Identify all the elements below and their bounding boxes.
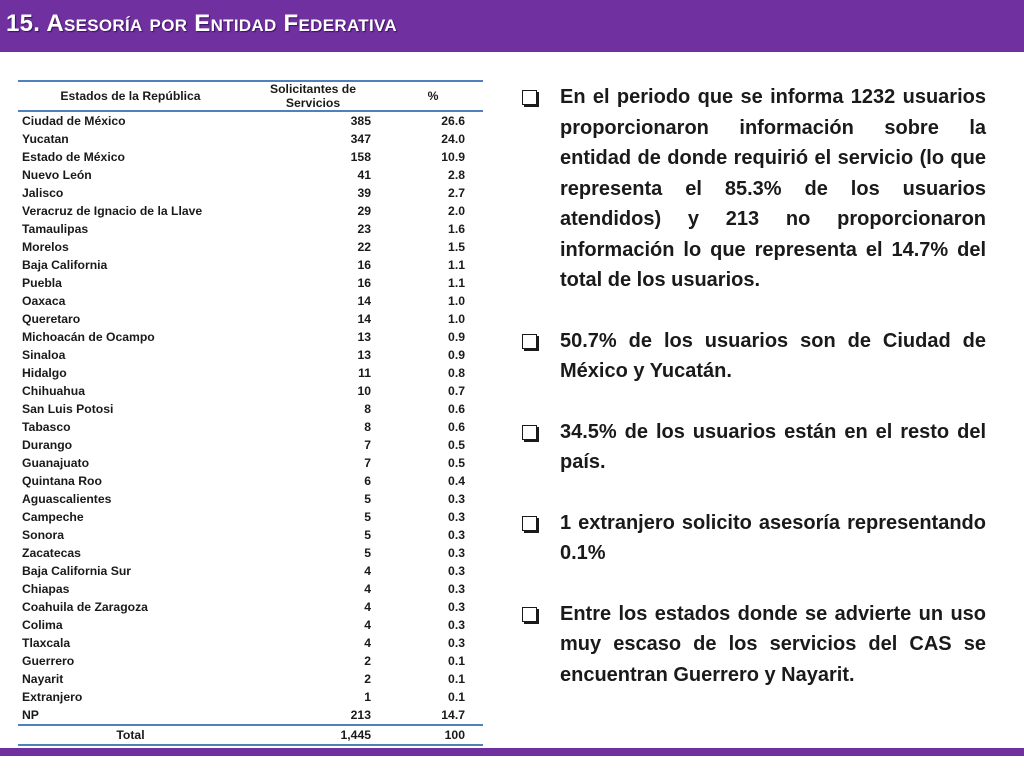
percent-cell: 0.4: [448, 474, 465, 488]
summary-bullet: [520, 599, 986, 691]
state-cell: Tlaxcala: [22, 636, 71, 650]
table-row: [18, 472, 483, 490]
applicants-cell: 16: [357, 276, 371, 290]
applicants-cell: 8: [364, 402, 371, 416]
summary-bullet: [520, 417, 986, 478]
table-row: [18, 238, 483, 256]
table-row: [18, 508, 483, 526]
checkbox-bullet-icon: [522, 334, 537, 349]
state-cell: Chiapas: [22, 582, 70, 596]
summary-bullet: [520, 82, 986, 296]
percent-cell: 0.1: [448, 654, 465, 668]
applicants-cell: 5: [364, 528, 371, 542]
summary-bullet: [520, 508, 986, 569]
percent-cell: 10.9: [441, 150, 465, 164]
state-cell: Zacatecas: [22, 546, 81, 560]
summary-bullet-list: [520, 82, 986, 690]
state-cell: Campeche: [22, 510, 84, 524]
percent-cell: 1.5: [448, 240, 465, 254]
checkbox-bullet-icon: [522, 516, 537, 531]
table-row: [18, 616, 483, 634]
state-cell: San Luis Potosi: [22, 402, 114, 416]
table-row: [18, 490, 483, 508]
percent-cell: 2.7: [448, 186, 465, 200]
state-cell: Queretaro: [22, 312, 81, 326]
bullet-text: 1 extranjero solicito asesoría representando 0.1%: [560, 511, 986, 564]
state-cell: Jalisco: [22, 186, 64, 200]
state-cell: Nuevo León: [22, 168, 92, 182]
bottom-bar: [0, 748, 1024, 756]
table-row: [18, 130, 483, 148]
table-row: [18, 598, 483, 616]
percent-cell: 2.8: [448, 168, 465, 182]
percent-cell: 0.1: [448, 690, 465, 704]
table-row: [18, 436, 483, 454]
table-row: [18, 274, 483, 292]
state-cell: Veracruz de Ignacio de la Llave: [22, 204, 203, 218]
applicants-cell: 7: [364, 438, 371, 452]
applicants-cell: 5: [364, 492, 371, 506]
percent-cell: 0.3: [448, 528, 465, 542]
state-cell: Morelos: [22, 240, 69, 254]
percent-cell: 1.6: [448, 222, 465, 236]
percent-cell: 0.3: [448, 618, 465, 632]
bullet-text: Entre los estados donde se advierte un uso muy escaso de los servicios del CAS se encuentran Guerrero y Nayarit.: [560, 602, 986, 686]
applicants-cell: 4: [364, 636, 371, 650]
header-states: Estados de la República: [18, 81, 243, 111]
applicants-cell: 347: [350, 132, 371, 146]
table-body: [18, 111, 483, 725]
table-row: [18, 400, 483, 418]
state-cell: Durango: [22, 438, 73, 452]
table-row: [18, 184, 483, 202]
applicants-cell: 4: [364, 564, 371, 578]
percent-cell: 1.0: [448, 312, 465, 326]
percent-cell: 0.3: [448, 492, 465, 506]
state-cell: Guanajuato: [22, 456, 90, 470]
table-row: [18, 454, 483, 472]
table-row: [18, 310, 483, 328]
percent-cell: 0.3: [448, 510, 465, 524]
percent-cell: 0.9: [448, 330, 465, 344]
total-percent: 100: [383, 725, 483, 745]
applicants-cell: 41: [357, 168, 371, 182]
state-cell: Oaxaca: [22, 294, 66, 308]
title-bar: [0, 0, 1024, 52]
table-row: [18, 328, 483, 346]
percent-cell: 0.3: [448, 564, 465, 578]
table-row: [18, 526, 483, 544]
state-cell: Nayarit: [22, 672, 64, 686]
applicants-cell: 2: [364, 672, 371, 686]
percent-cell: 26.6: [441, 114, 465, 128]
table-row: [18, 111, 483, 130]
state-cell: Guerrero: [22, 654, 75, 668]
percent-cell: 0.6: [448, 420, 465, 434]
summary-bullet: [520, 326, 986, 387]
state-cell: Chihuahua: [22, 384, 85, 398]
percent-cell: 0.6: [448, 402, 465, 416]
percent-cell: 0.5: [448, 456, 465, 470]
table-row: [18, 706, 483, 725]
checkbox-bullet-icon: [522, 425, 537, 440]
percent-cell: 1.1: [448, 258, 465, 272]
applicants-cell: 23: [357, 222, 371, 236]
table-row: [18, 166, 483, 184]
applicants-cell: 5: [364, 546, 371, 560]
table-row: [18, 346, 483, 364]
state-cell: Extranjero: [22, 690, 83, 704]
applicants-cell: 4: [364, 600, 371, 614]
state-cell: Puebla: [22, 276, 62, 290]
state-cell: Aguascalientes: [22, 492, 112, 506]
percent-cell: 0.1: [448, 672, 465, 686]
table-row: [18, 634, 483, 652]
table-row: [18, 418, 483, 436]
states-table-container: [18, 80, 483, 746]
percent-cell: 0.3: [448, 636, 465, 650]
applicants-cell: 16: [357, 258, 371, 272]
table-row: [18, 382, 483, 400]
percent-cell: 24.0: [441, 132, 465, 146]
applicants-cell: 5: [364, 510, 371, 524]
applicants-cell: 11: [358, 366, 371, 380]
applicants-cell: 39: [357, 186, 371, 200]
table-total-row: [18, 725, 483, 745]
percent-cell: 0.9: [448, 348, 465, 362]
table-row: [18, 580, 483, 598]
table-row: [18, 670, 483, 688]
percent-cell: 1.0: [448, 294, 465, 308]
state-cell: Yucatan: [22, 132, 69, 146]
state-cell: Tamaulipas: [22, 222, 89, 236]
bullet-text: 50.7% de los usuarios son de Ciudad de México y Yucatán.: [560, 329, 986, 382]
state-cell: Quintana Roo: [22, 474, 102, 488]
state-cell: Ciudad de México: [22, 114, 126, 128]
total-label: Total: [18, 725, 243, 745]
state-cell: Michoacán de Ocampo: [22, 330, 155, 344]
applicants-cell: 2: [364, 654, 371, 668]
bullet-text: 34.5% de los usuarios están en el resto del país.: [560, 420, 986, 473]
percent-cell: 0.3: [448, 546, 465, 560]
percent-cell: 0.5: [448, 438, 465, 452]
state-cell: Sinaloa: [22, 348, 66, 362]
state-cell: Tabasco: [22, 420, 71, 434]
applicants-cell: 13: [357, 330, 371, 344]
state-cell: Estado de México: [22, 150, 125, 164]
state-cell: Baja California: [22, 258, 108, 272]
applicants-cell: 1: [364, 690, 371, 704]
table-row: [18, 544, 483, 562]
percent-cell: 1.1: [448, 276, 465, 290]
table-row: [18, 220, 483, 238]
applicants-cell: 14: [357, 294, 371, 308]
header-percent: %: [383, 81, 483, 111]
applicants-cell: 6: [364, 474, 371, 488]
table-row: [18, 292, 483, 310]
page-title: 15. Asesoría por Entidad Federativa: [6, 10, 397, 37]
applicants-cell: 213: [350, 708, 371, 722]
states-table: [18, 80, 483, 746]
applicants-cell: 385: [350, 114, 371, 128]
applicants-cell: 10: [357, 384, 371, 398]
state-cell: Hidalgo: [22, 366, 67, 380]
applicants-cell: 8: [364, 420, 371, 434]
applicants-cell: 13: [357, 348, 371, 362]
table-row: [18, 652, 483, 670]
bullet-text: En el periodo que se informa 1232 usuarios proporcionaron información sobre la entidad de donde requirió el servicio (lo que representa el 85.3% de los usuarios atendidos) y 213 no proporcionaron información lo que representa el 14.7% del total de los usuarios.: [560, 86, 986, 291]
checkbox-bullet-icon: [522, 607, 537, 622]
header-applicants: Solicitantes de Servicios: [243, 81, 383, 111]
applicants-cell: 7: [364, 456, 371, 470]
state-cell: Baja California Sur: [22, 564, 132, 578]
applicants-cell: 4: [364, 582, 371, 596]
percent-cell: 0.7: [448, 384, 465, 398]
percent-cell: 2.0: [448, 204, 465, 218]
table-row: [18, 148, 483, 166]
table-row: [18, 688, 483, 706]
table-header-row: [18, 81, 483, 111]
state-cell: Colima: [22, 618, 63, 632]
percent-cell: 0.3: [448, 600, 465, 614]
state-cell: Sonora: [22, 528, 64, 542]
table-row: [18, 256, 483, 274]
applicants-cell: 14: [357, 312, 371, 326]
table-row: [18, 202, 483, 220]
applicants-cell: 29: [357, 204, 371, 218]
applicants-cell: 22: [357, 240, 371, 254]
percent-cell: 0.3: [448, 582, 465, 596]
state-cell: Coahuila de Zaragoza: [22, 600, 148, 614]
percent-cell: 14.7: [441, 708, 465, 722]
applicants-cell: 158: [350, 150, 371, 164]
table-row: [18, 364, 483, 382]
total-applicants: 1,445: [243, 725, 383, 745]
percent-cell: 0.8: [448, 366, 465, 380]
applicants-cell: 4: [364, 618, 371, 632]
checkbox-bullet-icon: [522, 90, 537, 105]
table-row: [18, 562, 483, 580]
state-cell: NP: [22, 708, 39, 722]
